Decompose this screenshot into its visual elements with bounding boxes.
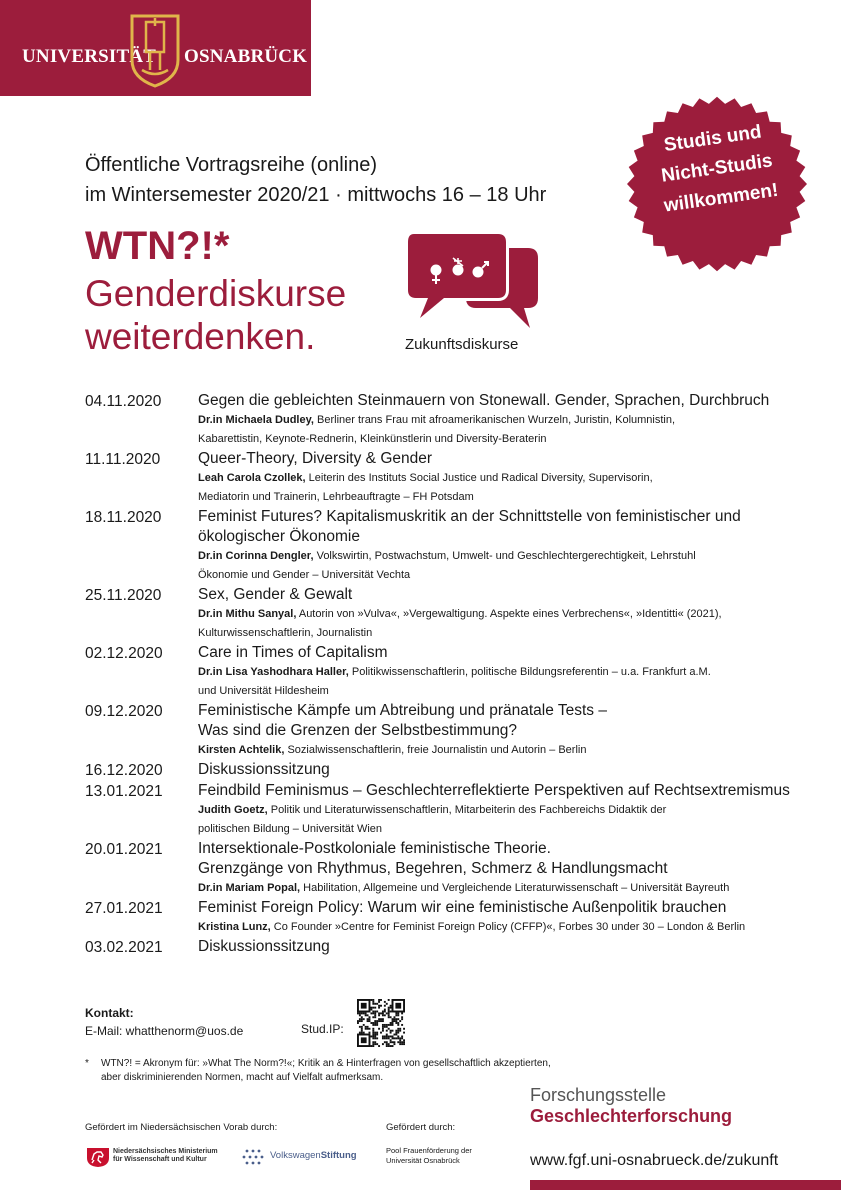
funding-label-pool: Gefördert durch: [386, 1122, 456, 1133]
session-date: 18.11.2020 [85, 509, 162, 526]
session-date: 16.12.2020 [85, 762, 163, 779]
speech-bubbles-icon [406, 228, 542, 334]
session-body [198, 781, 805, 839]
session-title: Intersektionale-Postkoloniale feministische Theorie. [198, 840, 551, 857]
badge-line-3: willkommen! [662, 179, 780, 217]
qr-code-icon[interactable] [357, 999, 405, 1047]
session-speaker-info [198, 879, 805, 898]
speaker-info-line [198, 624, 805, 643]
vw-name-part-2: Stiftung [320, 1150, 357, 1161]
ministry-line-2: für Wissenschaft und Kultur [113, 1156, 207, 1163]
speaker-description: politischen Bildung – Universität Wien [198, 823, 383, 835]
speaker-name: Dr.in Mithu Sanyal, [198, 608, 297, 620]
speaker-name: Judith Goetz, [198, 804, 268, 816]
speaker-info-line [198, 488, 805, 507]
session-speaker-info [198, 918, 805, 937]
session-row [85, 701, 805, 760]
logo-text-universitaet: UNIVERSITÄT [22, 46, 157, 67]
speaker-name: Dr.in Lisa Yashodhara Haller, [198, 666, 349, 678]
ministry-line-1: Niedersächsisches Ministerium [113, 1148, 218, 1155]
session-date: 09.12.2020 [85, 703, 163, 720]
session-date: 04.11.2020 [85, 393, 162, 410]
session-row [85, 507, 805, 585]
vw-name-part-1: Volkswagen [270, 1150, 321, 1161]
session-body [198, 643, 805, 701]
speaker-info-line [198, 820, 805, 839]
speaker-info-line [198, 605, 805, 624]
speaker-info-line [198, 879, 805, 898]
session-date: 25.11.2020 [85, 587, 162, 604]
session-date: 11.11.2020 [85, 451, 161, 468]
session-title: Feminist Foreign Policy: Warum wir eine feministische Außenpolitik brauchen [198, 899, 727, 916]
speaker-description: Politik und Literaturwissenschaftlerin, Mitarbeiterin des Fachbereichs Didaktik der [267, 804, 667, 816]
page-title [85, 272, 346, 358]
logo-text-osnabrueck: OSNABRÜCK [184, 46, 308, 67]
session-date: 03.02.2021 [85, 939, 163, 956]
contact-block [85, 1004, 243, 1040]
speaker-info-line [198, 918, 805, 937]
title-line-2: weiterdenken. [85, 316, 316, 357]
badge-line-2: Nicht-Studis [660, 150, 774, 187]
session-row [85, 839, 805, 898]
session-date: 27.01.2021 [85, 900, 163, 917]
session-title: Diskussionssitzung [198, 761, 330, 778]
session-body [198, 701, 805, 760]
speaker-info-line [198, 430, 805, 449]
session-speaker-info [198, 469, 805, 507]
pool-line-2: Universität Osnabrück [386, 1156, 460, 1165]
speaker-description: Politikwissenschaftlerin, politische Bildungsreferentin – u.a. Frankfurt a.M. [348, 666, 711, 678]
ministry-horse-icon [85, 1146, 111, 1168]
session-speaker-info [198, 741, 805, 760]
speaker-description: Berliner trans Frau mit afroamerikanischen Wurzeln, Juristin, Kolumnistin, [313, 414, 676, 426]
fgf-name-line-2: Geschlechterforschung [530, 1106, 733, 1126]
ministry-name [113, 1148, 218, 1164]
speaker-info-line [198, 741, 805, 760]
lecture-program [85, 391, 805, 958]
zukunftsdiskurse-label: Zukunftsdiskurse [405, 336, 519, 353]
speaker-description: und Universität Hildesheim [198, 685, 329, 697]
session-title: Feministische Kämpfe um Abtreibung und pränatale Tests – [198, 702, 607, 719]
speaker-name: Leah Carola Czollek, [198, 472, 306, 484]
session-row [85, 391, 805, 449]
session-row [85, 643, 805, 701]
session-body [198, 760, 805, 781]
session-body [198, 839, 805, 898]
studip-label: Stud.IP: [301, 1022, 344, 1036]
speaker-description: Mediatorin und Trainerin, Lehrbeauftragte – FH Potsdam [198, 491, 474, 503]
event-subtitle [85, 150, 546, 210]
footnote-line-2: aber diskriminierenden Normen, macht auf Vielfalt aufmerksam. [101, 1072, 384, 1083]
footnote-line-1: WTN?! = Akronym für: »What The Norm?!«; Kritik an & Hinterfragen von gesellschaftlich akzeptierten, [101, 1058, 551, 1069]
fgf-name [530, 1085, 732, 1127]
speaker-description: Leiterin des Instituts Social Justice und Radical Diversity, Supervisorin, [305, 472, 653, 484]
session-speaker-info [198, 663, 805, 701]
session-title: Grenzgänge von Rhythmus, Begehren, Schmerz & Handlungsmacht [198, 860, 668, 877]
session-body [198, 585, 805, 643]
session-body [198, 937, 805, 958]
speaker-info-line [198, 469, 805, 488]
session-date: 02.12.2020 [85, 645, 163, 662]
session-row [85, 898, 805, 937]
session-row [85, 760, 805, 781]
title-line-1: Genderdiskurse [85, 273, 347, 314]
speaker-name: Kristina Lunz, [198, 921, 271, 933]
session-title: Sex, Gender & Gewalt [198, 586, 353, 603]
speaker-name: Dr.in Michaela Dudley, [198, 414, 314, 426]
session-body [198, 391, 805, 449]
session-speaker-info [198, 547, 805, 585]
crest-icon [128, 12, 182, 88]
session-title: ökologischer Ökonomie [198, 528, 360, 545]
session-speaker-info [198, 411, 805, 449]
contact-heading: Kontakt: [85, 1006, 134, 1020]
volkswagen-foundation-name [270, 1150, 357, 1161]
badge-line-1: Studis und [662, 121, 763, 157]
speaker-description: Co Founder »Centre for Feminist Foreign Policy (CFFP)«, Forbes 30 under 30 – London & Berlin [270, 921, 746, 933]
funding-label-ministry: Gefördert im Niedersächsischen Vorab durch: [85, 1122, 278, 1133]
speaker-info-line [198, 801, 805, 820]
subtitle-line-2: im Wintersemester 2020/21 · mittwochs 16 – 18 Uhr [85, 184, 547, 206]
speaker-description: Volkswirtin, Postwachstum, Umwelt- und Geschlechtergerechtigkeit, Lehrstuhl [313, 550, 696, 562]
session-row [85, 585, 805, 643]
session-title: Feminist Futures? Kapitalismuskritik an der Schnittstelle von feministischer und [198, 508, 741, 525]
session-title: Was sind die Grenzen der Selbstbestimmung? [198, 722, 518, 739]
session-title: Care in Times of Capitalism [198, 644, 388, 661]
speaker-description: Ökonomie und Gender – Universität Vechta [198, 569, 411, 581]
fgf-name-line-1: Forschungsstelle [530, 1085, 667, 1105]
session-date: 13.01.2021 [85, 783, 163, 800]
subtitle-line-1: Öffentliche Vortragsreihe (online) [85, 154, 378, 176]
session-title: Gegen die gebleichten Steinmauern von Stonewall. Gender, Sprachen, Durchbruch [198, 392, 770, 409]
contact-email[interactable]: E-Mail: whatthenorm@uos.de [85, 1024, 244, 1038]
speaker-description: Habilitation, Allgemeine und Vergleichende Literaturwissenschaft – Universität Bayreuth [300, 882, 730, 894]
session-title: Diskussionssitzung [198, 938, 330, 955]
speaker-name: Kirsten Achtelik, [198, 744, 285, 756]
footer-accent-bar [530, 1180, 841, 1190]
pool-frauenfoerderung [386, 1146, 472, 1166]
speaker-info-line [198, 682, 805, 701]
speaker-description: Sozialwissenschaftlerin, freie Journalistin und Autorin – Berlin [284, 744, 587, 756]
session-row [85, 937, 805, 958]
footnote [85, 1057, 551, 1085]
speaker-description: Autorin von »Vulva«, »Vergewaltigung. Aspekte eines Verbrechens«, »Identitti« (2021), [296, 608, 722, 620]
speaker-description: Kabarettistin, Keynote-Rednerin, Kleinkünstlerin und Diversity-Beraterin [198, 433, 547, 445]
session-row [85, 781, 805, 839]
speaker-name: Dr.in Corinna Dengler, [198, 550, 314, 562]
session-date: 20.01.2021 [85, 841, 163, 858]
session-title: Queer-Theory, Diversity & Gender [198, 450, 433, 467]
session-row [85, 449, 805, 507]
speaker-name: Dr.in Mariam Popal, [198, 882, 301, 894]
session-title: Feindbild Feminismus – Geschlechterreflektierte Perspektiven auf Rechtsextremismus [198, 782, 790, 799]
session-body [198, 898, 805, 937]
session-speaker-info [198, 605, 805, 643]
session-body [198, 449, 805, 507]
session-speaker-info [198, 801, 805, 839]
speaker-info-line [198, 663, 805, 682]
pool-line-1: Pool Frauenförderung der [386, 1146, 472, 1155]
speaker-info-line [198, 547, 805, 566]
speaker-description: Kulturwissenschaftlerin, Journalistin [198, 627, 373, 639]
session-body [198, 507, 805, 585]
volkswagen-foundation-dots-icon [241, 1146, 269, 1168]
speaker-info-line [198, 411, 805, 430]
fgf-url[interactable]: www.fgf.uni-osnabrueck.de/zukunft [530, 1152, 779, 1169]
footnote-star: * [85, 1058, 89, 1069]
speaker-info-line [198, 566, 805, 585]
title-acronym: WTN?!* [85, 224, 230, 268]
